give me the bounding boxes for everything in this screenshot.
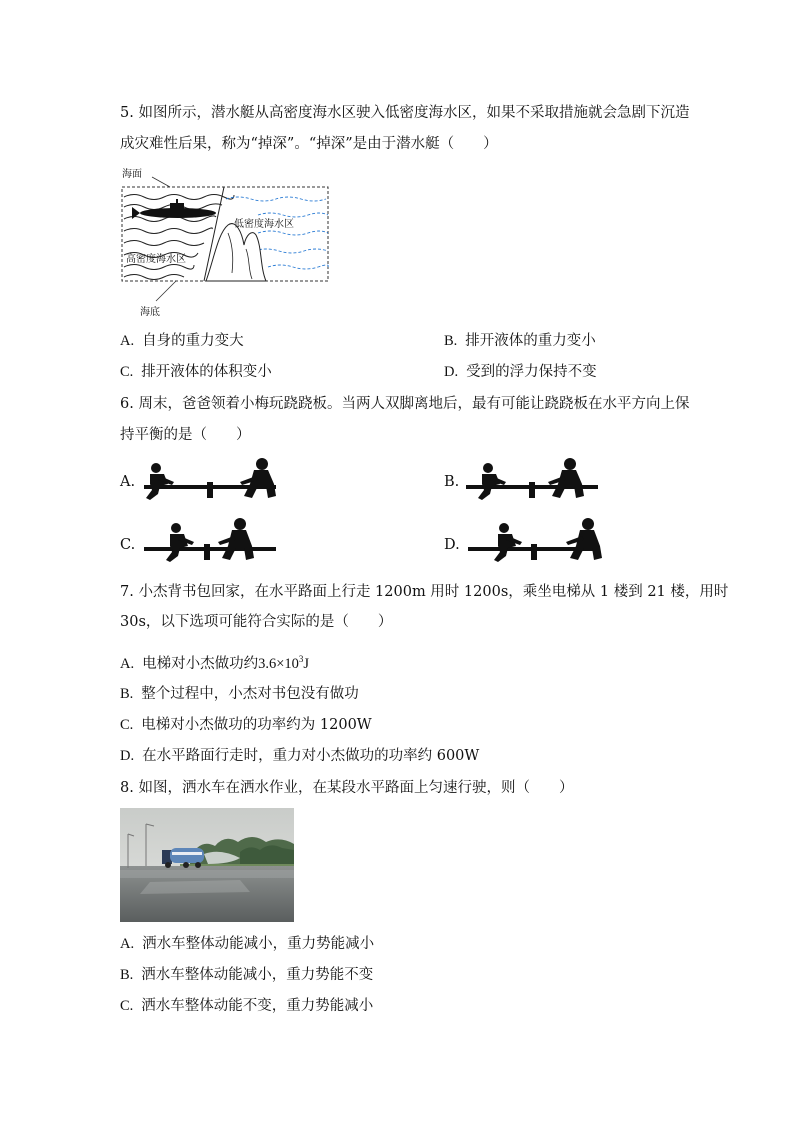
q5-option-a[interactable] — [120, 331, 244, 351]
math-base: 3.6×10 — [258, 655, 299, 672]
q8-option-a-text: 洒水车整体动能减小，重力势能减小 — [142, 936, 375, 952]
option-letter: A. — [120, 333, 135, 349]
submarine-figure — [118, 163, 338, 313]
seesaw-a-figure — [140, 454, 280, 508]
sprinkler-truck-photo — [120, 808, 294, 922]
q8-stem-line1: 8. 如图，洒水车在洒水作业，在某段水平路面上匀速行驶，则（ ） — [120, 780, 574, 796]
option-letter: B. — [120, 686, 134, 702]
q5-option-c[interactable] — [120, 362, 272, 382]
q5-label-high-density: 高密度海水区 — [126, 254, 186, 265]
q5-option-d-text: 受到的浮力保持不变 — [466, 364, 597, 380]
option-letter: C. — [120, 717, 134, 733]
q7-option-c[interactable] — [120, 715, 372, 735]
q7-option-b-text: 整个过程中，小杰对书包没有做功 — [141, 686, 359, 702]
q6-option-d[interactable]: D. — [444, 537, 460, 553]
option-letter: D. — [120, 748, 135, 764]
option-letter: A. — [120, 655, 135, 672]
seesaw-d-figure — [464, 516, 604, 570]
q5-option-b[interactable] — [444, 331, 596, 351]
q8-option-a[interactable] — [120, 934, 374, 954]
q6-option-c[interactable]: C. — [120, 537, 136, 553]
q6-stem-line2: 持平衡的是（ ） — [120, 427, 251, 443]
seesaw-b-figure — [462, 454, 602, 508]
q5-label-surface: 海面 — [122, 169, 142, 180]
q5-option-a-text: 自身的重力变大 — [142, 333, 244, 349]
q5-option-c-text: 排开液体的体积变小 — [141, 364, 272, 380]
q8-option-c[interactable] — [120, 996, 373, 1016]
q7-option-a-text: 电梯对小杰做功约 — [142, 655, 259, 672]
option-letter: C. — [120, 364, 134, 380]
q8-option-b[interactable] — [120, 965, 373, 985]
q6-stem-line1: 6. 周末，爸爸领着小梅玩跷跷板。当两人双脚离地后，最有可能让跷跷板在水平方向上保 — [120, 396, 690, 412]
q7-option-d-text: 在水平路面行走时，重力对小杰做功的功率约 600W — [142, 748, 480, 764]
option-letter: C. — [120, 998, 134, 1014]
math-exponent: 3 — [298, 654, 304, 664]
q5-option-d[interactable] — [444, 362, 597, 382]
q6-option-a[interactable]: A. — [120, 474, 136, 490]
submarine-icon — [132, 199, 216, 219]
seesaw-c-figure — [140, 516, 280, 570]
q8-option-b-text: 洒水车整体动能减小，重力势能不变 — [141, 967, 374, 983]
option-letter: B. — [444, 333, 458, 349]
q5-label-low-density: 低密度海水区 — [234, 219, 294, 230]
option-letter: A. — [120, 936, 135, 952]
q7-option-c-text: 电梯对小杰做功的功率约为 1200W — [141, 717, 372, 733]
q5-stem-line2: 成灾难性后果，称为“掉深”。“掉深”是由于潜水艇（ ） — [120, 136, 498, 152]
q7-option-b[interactable] — [120, 684, 359, 704]
q8-option-c-text: 洒水车整体动能不变，重力势能减小 — [141, 998, 374, 1014]
math-unit: J — [303, 655, 310, 672]
option-letter: D. — [444, 364, 459, 380]
option-letter: B. — [120, 967, 134, 983]
q7-option-a[interactable] — [120, 649, 309, 674]
q7-stem-line2: 30s，以下选项可能符合实际的是（ ） — [120, 614, 393, 630]
q5-stem-line1: 5. 如图所示，潜水艇从高密度海水区驶入低密度海水区，如果不采取措施就会急剧下沉造 — [120, 105, 690, 121]
q5-option-b-text: 排开液体的重力变小 — [465, 333, 596, 349]
q6-option-b[interactable]: B. — [444, 474, 460, 490]
q7-option-a-math — [258, 656, 309, 672]
q7-stem-line1: 7. 小杰背书包回家，在水平路面上行走 1200m 用时 1200s，乘坐电梯从 1 楼到 21 楼，用时 — [120, 584, 729, 600]
q5-label-seabed: 海底 — [140, 307, 160, 318]
q7-option-d[interactable] — [120, 746, 479, 766]
